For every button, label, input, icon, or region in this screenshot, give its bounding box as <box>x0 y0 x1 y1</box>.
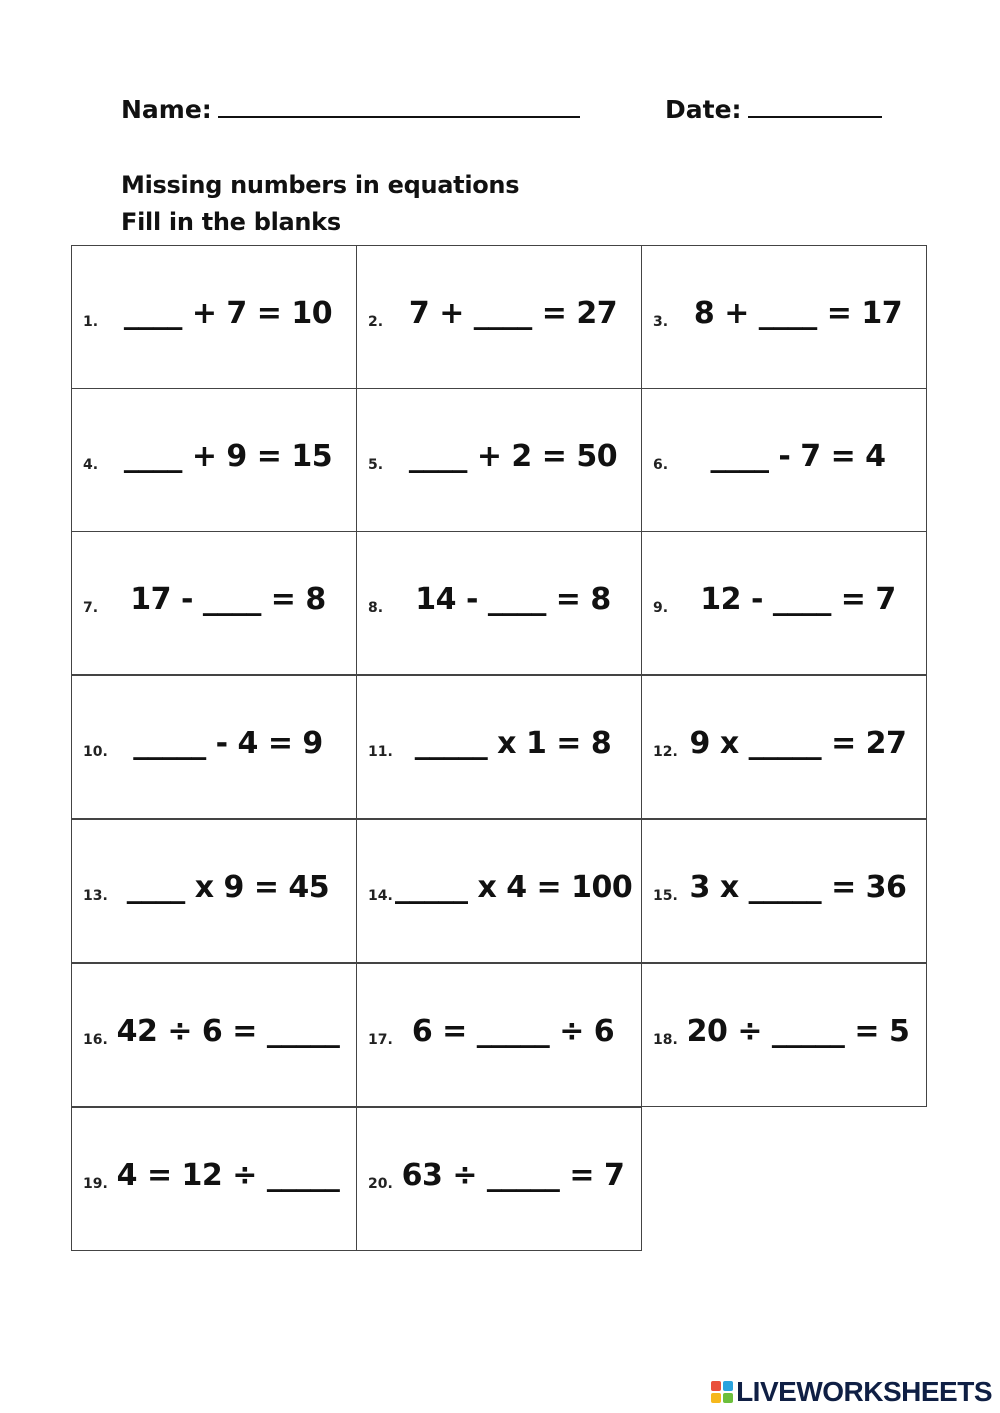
problem-equation: 6 = _____ ÷ 6 <box>411 1014 615 1049</box>
problem-number: 12. <box>653 744 678 760</box>
date-label: Date: <box>665 95 742 124</box>
problem-cell[interactable] <box>71 819 357 963</box>
problem-equation: ____ - 7 = 4 <box>710 439 886 474</box>
problem-cell[interactable] <box>71 675 357 819</box>
problem-cell[interactable] <box>356 388 642 532</box>
problem-cell[interactable] <box>356 245 642 389</box>
problem-number: 13. <box>83 888 108 904</box>
problem-cell[interactable] <box>356 1107 642 1251</box>
problem-number: 19. <box>83 1176 108 1192</box>
date-input-line[interactable] <box>748 94 882 118</box>
problem-equation: _____ x 1 = 8 <box>414 726 612 761</box>
name-field <box>121 94 580 124</box>
problem-number: 4. <box>83 457 99 473</box>
problem-number: 3. <box>653 314 669 330</box>
problem-cell[interactable] <box>641 388 927 532</box>
problem-number: 1. <box>83 314 99 330</box>
problem-equation: 3 x _____ = 36 <box>689 870 907 905</box>
problem-equation: 8 + ____ = 17 <box>693 296 903 331</box>
worksheet-instructions: Fill in the blanks <box>121 208 341 236</box>
name-label: Name: <box>121 95 212 124</box>
watermark-text: LIVEWORKSHEETS <box>736 1376 992 1407</box>
problem-equation: ____ + 9 = 15 <box>123 439 333 474</box>
worksheet-title: Missing numbers in equations <box>121 171 520 199</box>
problem-equation: 63 ÷ _____ = 7 <box>401 1158 625 1193</box>
problem-cell[interactable] <box>71 531 357 675</box>
problem-cell[interactable] <box>71 963 357 1107</box>
problem-equation: ____ + 2 = 50 <box>408 439 618 474</box>
problem-equation: ____ + 7 = 10 <box>123 296 333 331</box>
problem-number: 15. <box>653 888 678 904</box>
problem-equation: 20 ÷ _____ = 5 <box>686 1014 910 1049</box>
problem-cell[interactable] <box>71 245 357 389</box>
problem-number: 11. <box>368 744 393 760</box>
problem-number: 10. <box>83 744 108 760</box>
problem-equation: 17 - ____ = 8 <box>130 582 326 617</box>
problem-equation: _____ x 4 = 100 <box>395 870 633 905</box>
problem-cell[interactable] <box>641 531 927 675</box>
problem-cell[interactable] <box>641 675 927 819</box>
name-input-line[interactable] <box>218 94 580 118</box>
date-field <box>665 94 882 124</box>
problem-number: 20. <box>368 1176 393 1192</box>
problem-number: 8. <box>368 600 384 616</box>
problem-number: 16. <box>83 1032 108 1048</box>
problem-equation: _____ - 4 = 9 <box>133 726 323 761</box>
problem-cell[interactable] <box>356 963 642 1107</box>
problem-cell[interactable] <box>356 531 642 675</box>
problem-number: 14. <box>368 888 393 904</box>
problem-cell[interactable] <box>356 675 642 819</box>
problem-equation: 14 - ____ = 8 <box>415 582 611 617</box>
problem-number: 17. <box>368 1032 393 1048</box>
problem-number: 9. <box>653 600 669 616</box>
problem-number: 18. <box>653 1032 678 1048</box>
liveworksheets-logo-icon <box>711 1381 733 1403</box>
problem-number: 7. <box>83 600 99 616</box>
problem-cell[interactable] <box>71 1107 357 1251</box>
problem-equation: 9 x _____ = 27 <box>689 726 907 761</box>
problem-cell[interactable] <box>71 388 357 532</box>
problem-equation: 12 - ____ = 7 <box>700 582 896 617</box>
problem-cell[interactable] <box>641 819 927 963</box>
problem-equation: ____ x 9 = 45 <box>126 870 330 905</box>
problem-number: 5. <box>368 457 384 473</box>
problem-equation: 4 = 12 ÷ _____ <box>116 1158 340 1193</box>
problem-equation: 7 + ____ = 27 <box>408 296 618 331</box>
problem-equation: 42 ÷ 6 = _____ <box>116 1014 340 1049</box>
liveworksheets-watermark <box>711 1377 992 1407</box>
problem-number: 6. <box>653 457 669 473</box>
problem-cell[interactable] <box>356 819 642 963</box>
problem-cell[interactable] <box>641 963 927 1107</box>
problem-cell[interactable] <box>641 245 927 389</box>
problem-number: 2. <box>368 314 384 330</box>
